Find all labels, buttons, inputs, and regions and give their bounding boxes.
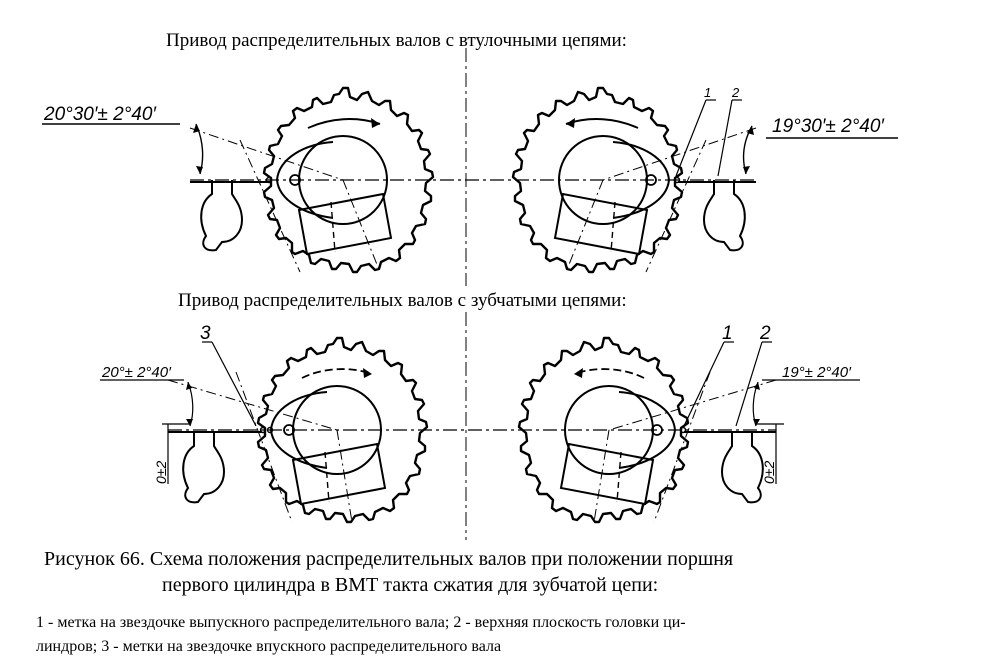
- callout-1-bottom: 1: [722, 323, 733, 344]
- top-right-assembly: [513, 85, 898, 272]
- heading-toothed-chains: Привод распределительных валов с зубчатыми цепями:: [178, 290, 627, 311]
- bottom-left-assembly: [100, 323, 427, 522]
- figure-caption-line1: Рисунок 66. Схема положения распределительных валов при положении поршня: [44, 548, 734, 570]
- callout-2-top: 2: [732, 85, 740, 100]
- heading-bushing-chains: Привод распределительных валов с втулочными цепями:: [166, 30, 627, 51]
- angle-label-bottom-left: 20°± 2°40′: [102, 364, 171, 381]
- rotation-arrow: [566, 119, 638, 128]
- callout-2-bottom: 2: [760, 323, 771, 344]
- bottom-right-assembly: [519, 323, 860, 522]
- angle-label-top-right: 19°30′± 2°40′: [772, 116, 884, 137]
- offset-label-bottom-right: 0±2: [761, 460, 777, 484]
- callout-3: 3: [200, 323, 211, 344]
- figure-caption-line2: первого цилиндра в ВМТ такта сжатия для зубчатой цепи:: [162, 574, 659, 596]
- rotation-arrow: [574, 369, 644, 378]
- callout-1-top: 1: [704, 85, 712, 100]
- angle-label-bottom-right: 19°± 2°40′: [782, 364, 851, 381]
- horizontal-centerlines: [168, 180, 776, 430]
- rotation-arrow: [308, 119, 380, 128]
- rotation-arrow: [302, 369, 372, 378]
- offset-label-bottom-left: 0±2: [153, 460, 169, 484]
- legend-line1: 1 - метка на звездочке выпускного распределительного вала; 2 - верхняя плоскость головки ци-: [36, 614, 686, 631]
- angle-label-top-left: 20°30′± 2°40′: [44, 104, 156, 125]
- legend-line2: линдров; 3 - метки на звездочке впускного распределительного вала: [36, 638, 502, 655]
